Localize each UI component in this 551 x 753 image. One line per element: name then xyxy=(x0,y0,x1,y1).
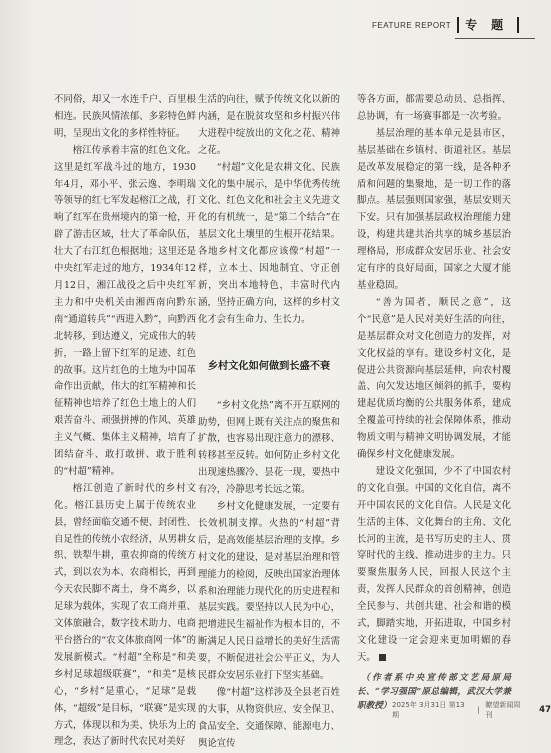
paragraph: 榕江创造了新时代的乡村文化。榕江县历史上属于传统农业县，曾经面临交通不便、封闭性、自足性的传统小农经济，从男耕女织、铁犁牛耕，重农抑商的传统方式，到以农为本、农商相长，再到今天农民脚不离土，身不离乡，以足球为载体，实现了农工商并重、文体旅融合，数字技术助力、电商平台搭台的“农文体旅商网一体”的发展新模式。“村超”全称是“和美乡村足球超级联赛”，“和美”是核心，“乡村”是重心，“足球”是载体，“超级”是目标，“联赛”是实现方式，体现以和为美、快乐为上的理念，表达了新时代农民对美好 xyxy=(54,482,196,748)
section-label-en: FEATURE REPORT xyxy=(372,20,452,30)
paragraph-text: 建设文化强国，少不了中国农村的文化自强。中国的文化自信，离不开中国农民的文化自信。人民是文化生活的主体、文化舞台的主角、文化长河的主流，是书写历史的主人、贯穿时代的主线、推动进步的主力。只要聚焦服务人民，回报人民这个主责，发挥人民群众的首创精神，创造全民参与、共创共建、社会和谐的模式，脚踏实地，开拓进取，中国乡村文化建设一定会迎来更加明媚的春天。 xyxy=(357,465,511,663)
column-1 xyxy=(54,92,196,751)
footer-divider: | xyxy=(477,706,480,714)
page-footer xyxy=(392,700,551,720)
author-bio: （作者系中央宣传部文艺局原局长、“学习强国”原总编辑，武汉大学兼职教授） xyxy=(357,672,511,711)
section-header xyxy=(372,14,532,36)
paragraph: “乡村文化热”离不开互联网的助势，但网上既有关注点的聚焦和扩散，也容易出现注意力的漂移、转移甚至反转。如何防止乡村文化出现速热骤冷、昙花一现，要热中有冷，冷静思考长远之策。 xyxy=(198,399,340,496)
paragraph: 像“村超”这样涉及全县老百姓的大事，从物资供应、安全保卫、食品安全、交通保障、能源电力、舆论宣传 xyxy=(198,687,340,749)
column-3 xyxy=(357,92,511,713)
subheading: 乡村文化如何做到长盛不衰 xyxy=(207,360,331,372)
journal-name: 瞭望新闻周刊 xyxy=(485,701,521,719)
paragraph: 榕江传承着丰富的红色文化。这里是红军战斗过的地方，1930年4月，邓小平、张云逸、李明瑞等领导的红七军发起榕江之战，打响了红军在贵州境内的第一枪，开辟了游击区域，壮大了革命队伍，壮大了右江红色根据地；这里还是中央红军走过的地方，1934年12月12日，湘江战役之后中央红军主力和中央机关由湘西南向黔东南“通道转兵”“西进入黔”，向黔西北转移，到达遵义，完成伟大的转折，一路上留下红军的足迹、红色的故事。这片红色的土地为中国革命作出贡献，伟大的红军精神和长征精神也培养了红色土地上的人们艰苦奋斗、顽强拼搏的作风、英雄主义气概、集体主义精神，培育了团结奋斗、敢打敢拼、敢于胜利的“村超”精神。 xyxy=(54,144,196,477)
paragraph: 等各方面，都需要总动员、总指挥、总协调，有一场赛事都是一次考验。 xyxy=(357,94,511,122)
issue-date: 2025年 3月31日 第13期 xyxy=(392,701,465,719)
end-mark-icon xyxy=(379,654,386,661)
paragraph: 乡村文化健康发展，一定要有长效机制支撑。火热的“村超”背后，是高效能基层治理的支撑。乡村文化的建设，是对基层治理和管理能力的检阅，反映出国家治理体系和治理能力现代化的历史进程和基层实践。要坚持以人民为中心，把增进民生福祉作为根本目的，不断满足人民日益增长的美好生活需要，不断促进社会公平正义，为人民群众安居乐业打下坚实基础。 xyxy=(198,501,340,682)
paragraph: “善为国者，顺民之意”，这个“民意”是人民对美好生活的向往，是基层群众对文化创造力的发挥，对文化权益的享有。建设乡村文化，是促进公共资源向基层延伸，向农村覆盖、向欠发达地区倾斜的抓手，要构建起优质均衡的公共服务体系，建成全覆盖可持续的社会保障体系，推动物质文明与精神文明协调发展，才能确保乡村文化健康发展。 xyxy=(357,296,511,461)
paragraph: 生活的向往，赋予传统文化以新的内涵，是在脱贫攻坚和乡村振兴伟大进程中绽放出的文化之花、精神之花。 xyxy=(198,94,340,156)
paragraph: 基层治理的基本单元是县市区，基层基础在乡镇村、街道社区。基层是改革发展稳定的第一线，是各种矛盾和问题的集聚地，是一切工作的落脚点。基层强则国家强，基层安则天下安。只有加强基层政权治理能力建设，构建共建共治共享的城乡基层治理格局，形成群众安居乐业、社会安定有序的良好局面，国家之大厦才能基业稳固。 xyxy=(357,127,511,291)
paragraph: 不同俗，却又一水连千户、百里根相连。民族风情浓郁、多彩特色鲜明，呈现出文化的多样性特征。 xyxy=(54,94,196,139)
section-label-cn: 专题 xyxy=(457,17,519,33)
paragraph: “村超”文化是农耕文化、民族文化的集中展示，是中华优秀传统文化、红色文化和社会主义先进文化的有机统一，是“第二个结合”在基层文化土壤里的生根开花结果。各地乡村文化都应该像“村超”一样，立本土、因地制宜、守正创新，突出本地特色，丰富时代内涵，坚持正确方向，这样的乡村文化才会有生命力、生长力。 xyxy=(198,161,340,325)
header-rule xyxy=(455,38,535,39)
column-2 xyxy=(198,92,340,753)
page-number: 47 xyxy=(539,705,551,715)
paragraph-final xyxy=(357,464,511,667)
